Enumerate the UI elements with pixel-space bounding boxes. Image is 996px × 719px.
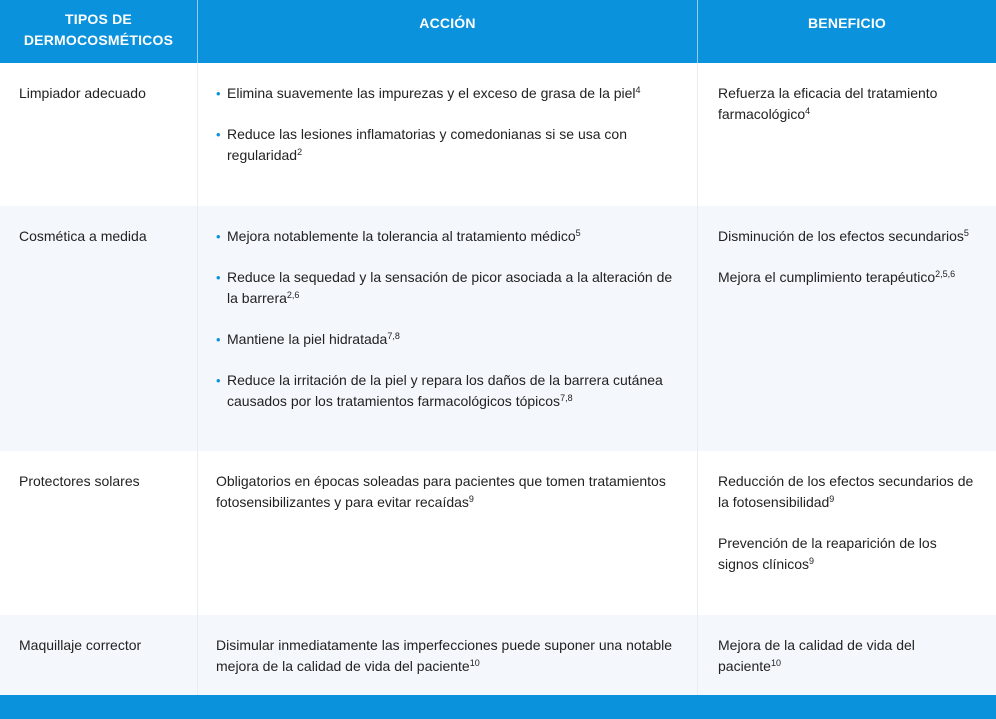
accion-item: • Reduce la irritación de la piel y repara los daños de la barrera cutánea causados por los tratamientos farmacológicos tópicos$^{7,8}$ bbox=[216, 370, 679, 412]
accion-item: • Reduce la sequedad y la sensación de picor asociada a la alteración de la barrera$^{2,6}$ bbox=[216, 267, 679, 309]
table-row bbox=[0, 206, 996, 451]
beneficio-item: Prevención de la reaparición de los signos clínicos$^9$ bbox=[718, 535, 937, 572]
accion-item: • Mantiene la piel hidratada$^{7,8}$ bbox=[216, 329, 679, 350]
beneficio-item: Disminución de los efectos secundarios$^5$ bbox=[718, 228, 969, 244]
header-beneficio: BENEFICIO bbox=[807, 15, 887, 31]
beneficio-cell bbox=[698, 63, 996, 206]
table-footer-bar bbox=[0, 695, 996, 719]
accion-cell bbox=[198, 615, 698, 695]
tipo-cell: Limpiador adecuado bbox=[0, 63, 198, 206]
table-row bbox=[0, 451, 996, 615]
beneficio-item: Mejora de la calidad de vida del paciente$^{10}$ bbox=[718, 637, 915, 674]
accion-cell bbox=[198, 63, 698, 206]
tipo-cell: Protectores solares bbox=[0, 451, 198, 615]
header-tipos: TIPOS DE DERMOCOSMÉTICOS bbox=[0, 0, 198, 63]
accion-item: • Elimina suavemente las impurezas y el exceso de grasa de la piel$^4$ bbox=[216, 83, 679, 104]
beneficio-item: Mejora el cumplimiento terapéutico$^{2,5,6}$ bbox=[718, 269, 956, 285]
beneficio-cell bbox=[698, 615, 996, 695]
accion-item: Obligatorios en épocas soleadas para pacientes que tomen tratamientos fotosensibilizantes y para evitar recaídas$^9$ bbox=[216, 473, 666, 510]
beneficio-cell bbox=[698, 206, 996, 451]
beneficio-item: Reducción de los efectos secundarios de la fotosensibilidad$^9$ bbox=[718, 473, 974, 510]
accion-item: • Reduce las lesiones inflamatorias y comedonianas si se usa con regularidad$^2$ bbox=[216, 124, 679, 166]
tipo-cell: Cosmética a medida bbox=[0, 206, 198, 451]
table-row bbox=[0, 63, 996, 206]
accion-item: • Mejora notablemente la tolerancia al tratamiento médico$^5$ bbox=[216, 226, 679, 247]
accion-cell bbox=[198, 206, 698, 451]
accion-item: Disimular inmediatamente las imperfecciones puede suponer una notable mejora de la calidad de vida del paciente$^{10}$ bbox=[216, 637, 673, 674]
table-row bbox=[0, 615, 996, 695]
header-accion: ACCIÓN bbox=[198, 0, 698, 63]
tipo-cell: Maquillaje corrector bbox=[0, 615, 198, 695]
beneficio-item: Refuerza la eficacia del tratamiento farmacológico$^4$ bbox=[718, 85, 938, 122]
beneficio-cell bbox=[698, 451, 996, 615]
accion-cell bbox=[198, 451, 698, 615]
table-header bbox=[0, 0, 996, 63]
